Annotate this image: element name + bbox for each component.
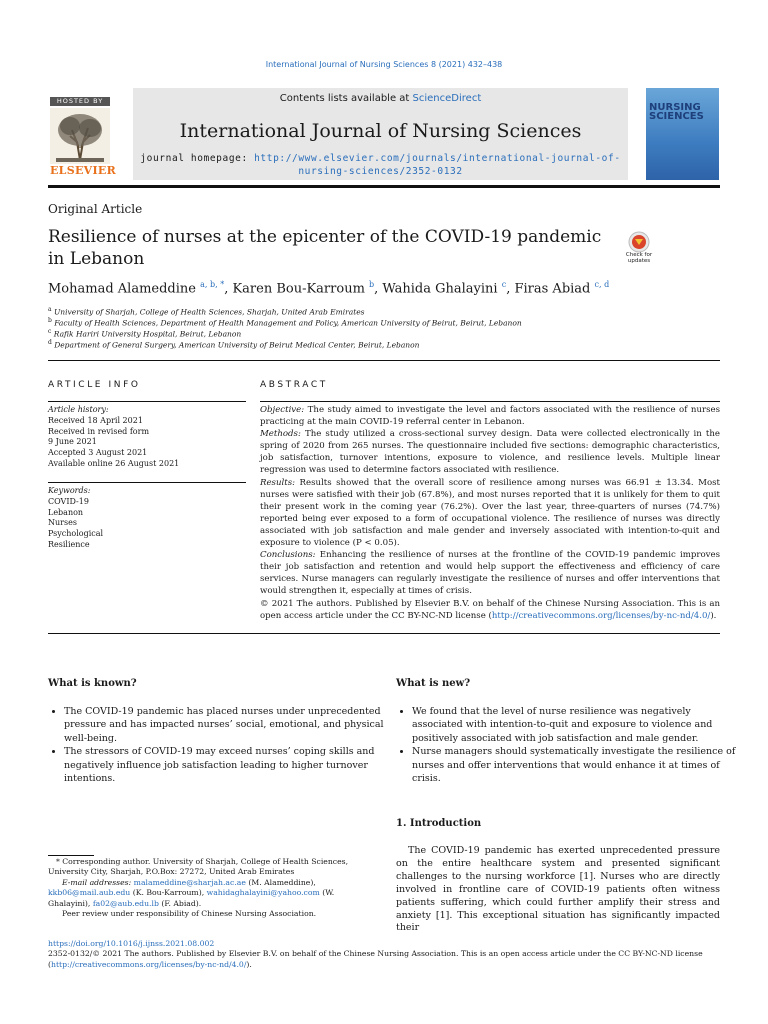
abstract-conclusions (260, 549, 720, 597)
keywords-block (48, 486, 246, 551)
affiliation-mark: b (48, 317, 52, 324)
hosted-by-label: HOSTED BY (50, 97, 110, 106)
cover-title-line1: NURSING (649, 102, 701, 113)
email-link[interactable]: fa02@aub.edu.lb (92, 898, 159, 908)
masthead-rule (48, 185, 720, 188)
email-owner: (W. Ghalayini), (48, 888, 335, 908)
contents-available (133, 93, 628, 104)
email-link[interactable]: kkb06@mail.aub.edu (48, 888, 131, 898)
affiliation (48, 306, 365, 317)
keywords-label: Keywords: (48, 486, 91, 495)
article-title: Resilience of nurses at the epicenter of the COVID-19 pandemic in Lebanon (48, 227, 602, 269)
email-owner: (F. Abiad). (161, 898, 202, 908)
abstract-text: Enhancing the resilience of nurses at the frontline of the COVID-19 pandemic improves their job satisfaction and retention and would help support the effectiveness and efficiency of care services. Nurse managers can regularly investigate the resilience of nurses and offer interventions that would strengthen it, especially at times of crisis. (260, 550, 721, 597)
footnotes (48, 857, 378, 919)
homepage-label: journal homepage: (140, 153, 248, 164)
keyword: Psychological (48, 529, 104, 539)
article-history (48, 405, 246, 470)
author-affiliation-mark[interactable]: c, d (594, 280, 610, 289)
affiliation-mark: c (48, 328, 52, 335)
email-owner: (K. Bou-Karroum), (132, 888, 205, 898)
email-link[interactable]: malameddine@sharjah.ac.ae (133, 877, 246, 887)
abstract-rule (260, 401, 720, 402)
keyword: Lebanon (48, 507, 84, 517)
history-item: 9 June 2021 (48, 437, 97, 447)
license-link[interactable]: http://creativecommons.org/licenses/by-nc-nd/4.0/ (491, 610, 711, 621)
author-name: Firas Abiad (514, 281, 591, 297)
email-owner: (M. Alameddine), (248, 877, 316, 887)
article-type: Original Article (48, 202, 143, 216)
list-item: • Nurse managers should systematically investigate the resilience of nurses and offer interventions that would enhance it at times of crisis. (412, 745, 736, 785)
article-info-rule (48, 401, 246, 402)
abstract-heading: ABSTRACT (260, 380, 328, 390)
known-heading: What is known? (48, 678, 137, 689)
affiliation (48, 339, 419, 350)
issn-text: 2352-0132/© 2021 The authors. Published by Elsevier B.V. on behalf of the Chinese Nursing Association. This is an open access article under the CC BY-NC-ND license ( (48, 949, 703, 969)
abstract-objective (260, 404, 720, 428)
author-affiliation-mark[interactable]: b (369, 280, 375, 289)
abstract-text: The study utilized a cross-sectional survey design. Data were collected electronically in the spring of 2020 from 265 nurses. The questionnaire included five sections: demographic characteristics, job satisfaction, turnover intentions, exposure to violence, and resilience levels. Multiple linear regression was used to determine factors associated with resilience. (260, 429, 721, 476)
history-item: Available online 26 August 2021 (48, 458, 180, 468)
abstract-methods (260, 428, 720, 476)
author-affiliation-mark[interactable]: a, b, * (200, 280, 225, 289)
new-heading: What is new? (396, 678, 471, 689)
abstract-text: Results showed that the overall score of resilience among nurses was 66.91 ± 13.34. Most nurses were satisfied with their job (67.8%), and most nurses reported that it is unlikely for them to quit their present work in the coming year (76.2%). Over the last year, three-quarters of nurses (74.7%) reported being ever exposed to a form of occupational violence. The resilience of nurses was directly associated with job satisfaction and male gender and inversely associated with intention-to-quit and exposure to violence (P < 0.05). (260, 477, 720, 549)
abstract-label: Objective: (260, 405, 305, 415)
introduction-text: The COVID-19 pandemic has exerted unprecedented pressure on the entire healthcare system and presented significant challenges to the nursing workforce [1]. Nurses who are directly involved in frontline care of COVID-19 patients often witness patients suffering, which could further amplify their stress and anxiety [1]. This exceptional situation has significantly impacted their (396, 845, 720, 934)
abstract-label: Methods: (260, 429, 301, 440)
journal-citation-link[interactable]: International Journal of Nursing Sciences 8 (2021) 432–438 (265, 60, 503, 69)
history-item: Received 18 April 2021 (48, 415, 143, 425)
corresponding-author-note: * Corresponding author. University of Sharjah, College of Health Sciences, University City, Sharjah, P.O.Box: 27272, United Arab Emirates (48, 857, 349, 877)
author-list: Mohamad Alameddine $^{a, b, *}$, Karen Bou-Karroum $^b$, Wahida Ghalayini $^c$, Firas Abiad $^{c, d}$ (48, 280, 610, 297)
abstract-results (260, 477, 720, 550)
issn-license (48, 949, 720, 970)
copyright-end: ). (710, 610, 717, 621)
abstract-label: Conclusions: (260, 550, 316, 561)
check-for-updates-label: Check for updates (625, 252, 653, 264)
author-name: Mohamad Alameddine (48, 281, 196, 297)
homepage-url-link[interactable]: http://www.elsevier.com/journals/international-journal-of-nursing-sciences/2352-0132 (254, 153, 621, 177)
affiliation-text: Rafik Hariri University Hospital, Beirut, Lebanon (53, 329, 242, 339)
author-name: Wahida Ghalayini (382, 281, 498, 297)
doi-link[interactable]: https://doi.org/10.1016/j.ijnss.2021.08.002 (48, 939, 215, 948)
page-footer (48, 939, 720, 970)
affiliation-mark: d (48, 339, 52, 346)
known-list (48, 705, 390, 785)
keywords-rule (48, 482, 246, 483)
footnote-rule (48, 855, 94, 856)
keyword: Nurses (48, 518, 77, 528)
email-link[interactable]: wahidaghalayini@yahoo.com (206, 888, 320, 898)
introduction-heading: 1. Introduction (396, 818, 482, 829)
history-label: Article history: (48, 405, 109, 414)
affiliation-text: Faculty of Health Sciences, Department of Health Management and Policy, American University of Beirut, Beirut, Lebanon (54, 318, 522, 328)
abstract-label: Results: (260, 477, 296, 488)
journal-cover-title (649, 103, 719, 121)
contents-prefix: Contents lists available at (279, 93, 410, 104)
sciencedirect-link[interactable]: ScienceDirect (412, 93, 482, 104)
article-info-heading: ARTICLE INFO (48, 380, 141, 390)
footer-license-link[interactable]: http://creativecommons.org/licenses/by-nc-nd/4.0/ (51, 959, 247, 969)
journal-title: International Journal of Nursing Sciences (179, 120, 582, 142)
keyword: Resilience (48, 539, 90, 549)
abstract-text: The study aimed to investigate the level and factors associated with the resilience of nurses practicing at the main COVID-19 referral center in Lebanon. (260, 405, 720, 428)
abstract-bottom-rule (48, 633, 720, 634)
affiliation (48, 317, 522, 328)
peer-review-note: Peer review under responsibility of Chinese Nursing Association. (62, 909, 317, 919)
header-divider (48, 360, 720, 361)
abstract-body (260, 404, 720, 622)
affiliation-text: University of Sharjah, College of Health Sciences, Sharjah, United Arab Emirates (53, 307, 365, 317)
list-item: • The COVID-19 pandemic has placed nurses under unprecedented pressure and has impacted nurses’ social, emotional, and physical well-being. (64, 705, 390, 745)
history-item: Received in revised form (48, 426, 150, 436)
elsevier-wordmark: ELSEVIER (50, 164, 117, 177)
journal-homepage (133, 152, 628, 178)
keyword: COVID-19 (48, 496, 89, 506)
cover-title-line2: SCIENCES (649, 111, 704, 122)
author-name: Karen Bou-Karroum (232, 281, 365, 297)
affiliation-mark: a (48, 306, 52, 313)
affiliation (48, 328, 241, 339)
author-affiliation-mark[interactable]: c (501, 280, 507, 289)
affiliation-text: Department of General Surgery, American University of Beirut Medical Center, Beirut, Lebanon (54, 340, 420, 350)
new-list (396, 705, 736, 785)
copyright-text: © 2021 The authors. Published by Elsevier B.V. on behalf of the Chinese Nursing Association. This is an open access article under the CC BY-NC-ND license ( (260, 598, 720, 621)
email-addresses (48, 878, 378, 909)
footer-end: ). (246, 959, 252, 969)
email-label: E-mail addresses: (62, 877, 132, 887)
list-item: • We found that the level of nurse resilience was negatively associated with intention-to-quit and exposure to violence and positively associated with job satisfaction and male gender. (412, 705, 736, 745)
abstract-copyright (260, 598, 720, 622)
list-item: • The stressors of COVID-19 may exceed nurses’ coping skills and negatively influence job satisfaction leading to higher turnover intentions. (64, 745, 390, 785)
history-item: Accepted 3 August 2021 (48, 448, 148, 458)
